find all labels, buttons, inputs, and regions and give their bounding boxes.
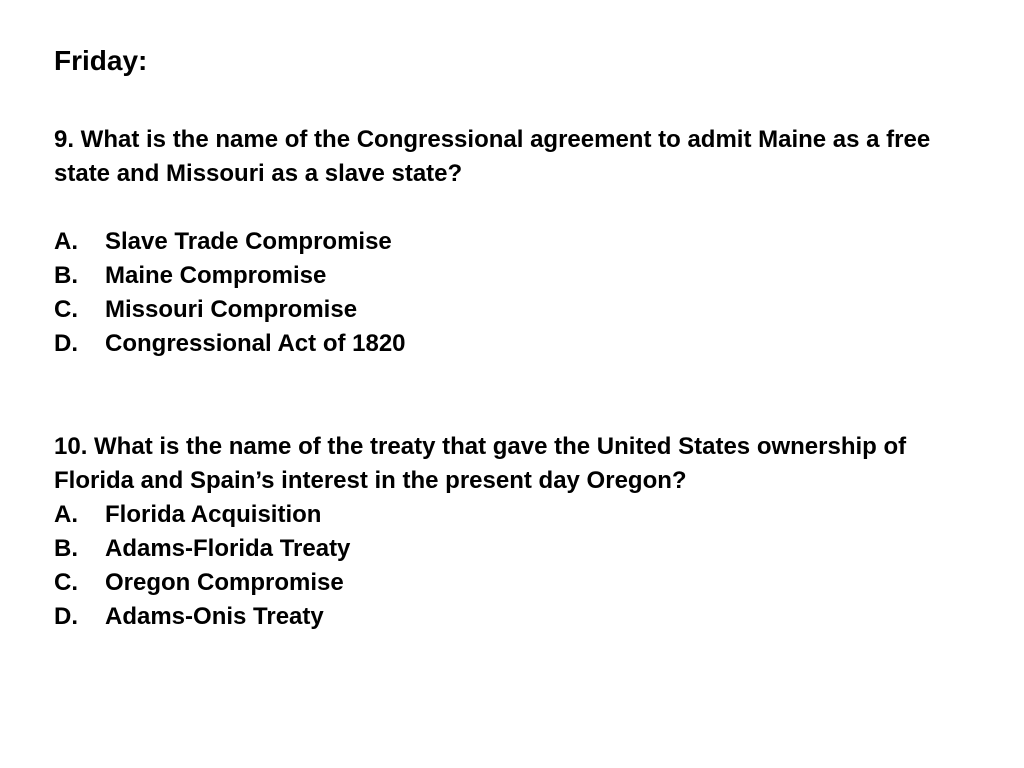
option-text: Adams-Onis Treaty bbox=[105, 603, 324, 630]
answer-option bbox=[54, 225, 954, 259]
answer-options bbox=[54, 225, 954, 361]
option-letter: B. bbox=[54, 535, 78, 562]
option-letter: D. bbox=[54, 603, 78, 630]
option-letter: C. bbox=[54, 296, 78, 323]
option-letter: C. bbox=[54, 569, 78, 596]
option-text: Maine Compromise bbox=[105, 262, 327, 289]
option-text: Oregon Compromise bbox=[105, 569, 344, 596]
question-9 bbox=[54, 123, 954, 361]
option-letter: D. bbox=[54, 330, 78, 357]
answer-option bbox=[54, 498, 954, 532]
answer-options bbox=[54, 498, 954, 634]
option-text: Slave Trade Compromise bbox=[105, 228, 392, 255]
option-text: Congressional Act of 1820 bbox=[105, 330, 406, 357]
option-text: Florida Acquisition bbox=[105, 501, 322, 528]
answer-option bbox=[54, 327, 954, 361]
answer-option bbox=[54, 259, 954, 293]
answer-option bbox=[54, 600, 954, 634]
answer-option bbox=[54, 293, 954, 327]
answer-option bbox=[54, 566, 954, 600]
option-letter: A. bbox=[54, 228, 78, 255]
answer-option bbox=[54, 532, 954, 566]
slide-heading: Friday: bbox=[54, 45, 148, 76]
question-text: 9. What is the name of the Congressional agreement to admit Maine as a free state and Missouri as a slave state? bbox=[54, 126, 931, 187]
option-letter: A. bbox=[54, 501, 78, 528]
option-text: Adams-Florida Treaty bbox=[105, 535, 351, 562]
question-10 bbox=[54, 430, 954, 634]
option-text: Missouri Compromise bbox=[105, 296, 358, 323]
option-letter: B. bbox=[54, 262, 78, 289]
question-text: 10. What is the name of the treaty that gave the United States ownership of Florida and Spain’s interest in the present day Oregon? bbox=[54, 433, 907, 494]
